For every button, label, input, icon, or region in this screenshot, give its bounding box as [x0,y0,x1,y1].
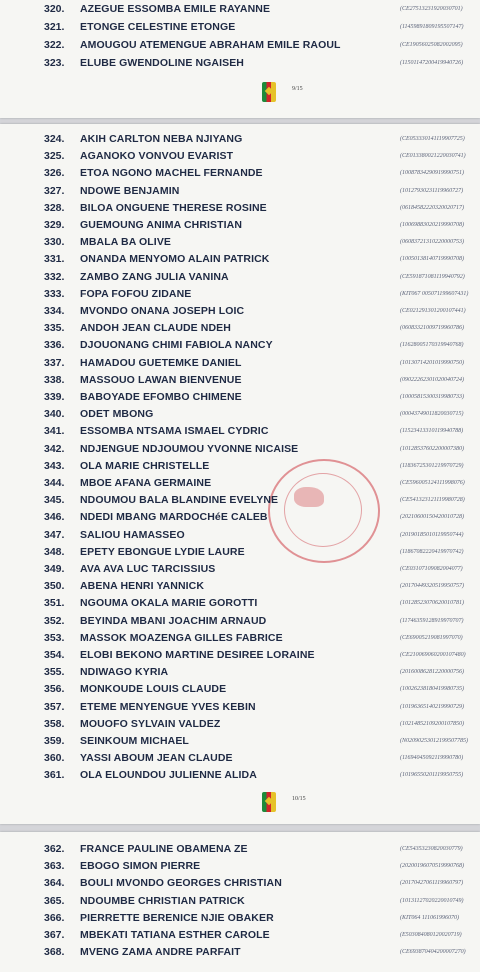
item-number: 348. [44,545,65,558]
candidate-id-code: (20200196070519990768) [400,863,464,870]
document-page-10 [0,124,480,824]
item-number: 338. [44,373,65,386]
list-item [0,665,480,680]
item-number: 325. [44,150,65,163]
candidate-name: MASSOUO LAWAN BIENVENUE [80,373,242,386]
candidate-id-code: (CE69005219081997070) [400,634,463,641]
item-number: 366. [44,911,65,924]
candidate-name: DJOUONANG CHIMI FABIOLA NANCY [80,339,273,352]
item-number: 335. [44,322,65,335]
candidate-id-code: (10130714201019990750) [400,359,464,366]
candidate-id-code: (KIT067 005071199607431) [400,290,469,297]
item-number: 367. [44,929,65,941]
candidate-id-code: (11628005170319940768) [400,342,464,349]
item-number: 342. [44,442,65,455]
list-item [0,596,480,611]
candidate-name: SALIOU HAMASSEO [80,528,185,541]
list-item [0,442,480,457]
candidate-id-code: (10196365140219990729) [400,703,464,710]
list-item [0,424,480,439]
candidate-id-code: (06083321009719960786) [400,325,464,332]
item-number: 340. [44,408,65,421]
list-item [0,528,480,543]
list-item [0,876,480,891]
candidate-name: ANDOH JEAN CLAUDE NDEH [80,322,231,335]
candidate-name: MBALA BA OLIVE [80,236,172,249]
item-number: 333. [44,287,65,300]
candidate-name: EBOGO SIMON PIERRE [80,860,201,873]
item-number: 328. [44,201,65,214]
candidate-name: PIERRETTE BERENICE NJIE OBAKER [80,911,274,924]
item-number: 321. [44,21,65,33]
candidate-id-code: (CE013380021220030741) [400,153,466,160]
candidate-name: NDOUMOU BALA BLANDINE EVELYNE [80,494,279,507]
item-number: 330. [44,236,65,249]
list-item [0,545,480,560]
list-item [0,614,480,629]
candidate-name: HAMADOU GUETEMKE DANIEL [80,356,242,369]
item-number: 337. [44,356,65,369]
document-page-11 [0,832,480,972]
item-number: 364. [44,877,65,890]
candidate-id-code: (KIT064 111061996070) [400,914,459,921]
candidate-name: ELOBI BEKONO MARTINE DESIREE LORAINE [80,649,315,661]
item-number: 350. [44,580,65,593]
list-item [0,235,480,250]
candidate-id-code: (10127930231119960727) [400,187,464,194]
item-number: 355. [44,666,65,679]
candidate-id-code: (10069883020219990708) [400,222,464,228]
list-item [0,459,480,474]
candidate-name: OLA ELOUNDOU JULIENNE ALIDA [80,769,257,782]
candidate-name: BABOYADE EFOMBO CHIMENE [80,391,242,403]
candidate-id-code: (CE596005124111998076) [400,480,465,486]
page-footer [0,80,480,106]
candidate-name: ODET MBONG [80,408,154,421]
candidate-id-code: (10128537602200007380) [400,445,464,452]
candidate-name: FRANCE PAULINE OBAMENA ZE [80,843,248,855]
list-item [0,252,480,267]
list-item [0,184,480,199]
list-item [0,911,480,926]
candidate-id-code: (06184582220320020717) [400,204,464,211]
item-number: 331. [44,253,65,266]
candidate-name: NDOWE BENJAMIN [80,184,180,197]
candidate-name: NGOUMA OKALA MARIE GOROTTI [80,597,258,610]
list-item [0,390,480,405]
candidate-id-code: (20190185010119950744) [400,531,464,538]
list-item [0,407,480,422]
candidate-id-code: (CE03107109082004077) [400,566,463,572]
candidate-id-code: (10196550201119950755) [400,772,464,779]
candidate-name: ELUBE GWENDOLINE NGAISEH [80,57,244,69]
list-item [0,894,480,909]
candidate-name: BOULI MVONDO GEORGES CHRISTIAN [80,877,282,890]
item-number: 332. [44,270,65,283]
candidate-id-code: (CE053330141119907725) [400,136,465,142]
item-number: 320. [44,3,65,15]
candidate-id-code: (CE27513231920030701) [400,6,463,12]
list-item [0,321,480,336]
item-number: 341. [44,425,65,438]
page-number: 10/15 [292,796,306,802]
candidate-name: OLA MARIE CHRISTELLE [80,459,210,472]
candidate-id-code: (CE210069060200107480) [400,652,466,658]
candidate-name: AMOUGOU ATEMENGUE ABRAHAM EMILE RAOUL [80,39,341,51]
candidate-name: BEYINDA MBANI JOACHIM ARNAUD [80,614,267,627]
list-item [0,149,480,164]
list-item [0,476,480,491]
candidate-id-code: (CE19056025082002095) [400,42,463,48]
candidate-name: NDJENGUE NDJOUMOU YVONNE NICAISE [80,442,299,455]
item-number: 339. [44,391,65,403]
item-number: 368. [44,946,65,959]
candidate-id-code: (10050138140719990708) [400,256,464,263]
candidate-name: GUEMOUNG ANIMA CHRISTIAN [80,219,243,231]
item-number: 324. [44,133,65,145]
list-item [0,700,480,715]
candidate-name: NDIWAGO KYRIA [80,666,169,679]
list-item [0,562,480,577]
item-number: 365. [44,894,65,907]
candidate-name: SEINKOUM MICHAEL [80,735,189,747]
item-number: 322. [44,39,65,51]
candidate-id-code: (CE021291301200107441) [400,308,466,314]
candidate-name: MOUOFO SYLVAIN VALDEZ [80,717,221,730]
candidate-name: YASSI ABOUM JEAN CLAUDE [80,752,233,765]
list-item [0,842,480,857]
candidate-id-code: (11459891809195507147) [400,24,464,30]
list-item [0,338,480,353]
item-number: 353. [44,631,65,644]
item-number: 361. [44,769,65,782]
list-item [0,631,480,646]
candidate-id-code: (11501147200419940726) [400,60,464,66]
list-item [0,356,480,371]
candidate-name: AZEGUE ESSOMBA EMILE RAYANNE [80,3,271,15]
list-item [0,682,480,697]
candidate-id-code: (20170427061119960797) [400,880,464,887]
candidate-name: MVONDO ONANA JOSEPH LOIC [80,305,245,317]
candidate-name: EPETY EBONGUE LYDIE LAURE [80,545,245,558]
candidate-name: ZAMBO ZANG JULIA VANINA [80,270,229,283]
cameroon-flag-seal-icon [262,792,276,812]
list-item [0,166,480,181]
document-page-9 [0,0,480,118]
item-number: 329. [44,219,65,231]
candidate-name: ONANDA MENYOMO ALAIN PATRICK [80,253,270,266]
item-number: 363. [44,860,65,873]
candidate-id-code: (10128523070620010781) [400,600,464,607]
candidate-id-code: (20160086281220000756) [400,669,464,676]
candidate-name: AKIH CARLTON NEBA NJIYANG [80,133,243,145]
candidate-id-code: (10026238180419980735) [400,686,464,693]
list-item [0,287,480,302]
candidate-id-code: (20210600150420010728) [400,514,464,521]
candidate-name: MVENG ZAMA ANDRE PARFAIT [80,946,241,959]
candidate-id-code: (CE591871081119940792) [400,273,465,280]
list-item [0,132,480,147]
candidate-name: ESSOMBA NTSAMA ISMAEL CYDRIC [80,425,269,438]
candidate-name: ABENA HENRI YANNICK [80,580,205,593]
candidate-id-code: (09022262301020040724) [400,376,464,383]
list-item [0,768,480,783]
candidate-name: BILOA ONGUENE THERESE ROSINE [80,201,267,214]
item-number: 349. [44,563,65,575]
list-item [0,859,480,874]
candidate-name: AVA AVA LUC TARCISSIUS [80,563,216,575]
item-number: 334. [44,305,65,317]
candidate-id-code: (CE54353230820030779) [400,846,463,852]
item-number: 346. [44,511,65,524]
item-number: 362. [44,843,65,855]
page-number: 9/15 [292,86,303,92]
item-number: 323. [44,57,65,69]
item-number: 345. [44,494,65,507]
list-item [0,270,480,285]
candidate-name: MBOE AFANA GERMAINE [80,477,212,489]
candidate-id-code: (00043749011820030715) [400,411,464,418]
item-number: 351. [44,597,65,610]
list-item [0,648,480,663]
candidate-name: AGANOKO VONVOU EVARIST [80,150,234,163]
list-item [0,510,480,525]
list-item [0,201,480,216]
list-item [0,734,480,749]
candidate-id-code: (11694045092119990780) [400,755,464,762]
candidate-name: FOPA FOFOU ZIDANE [80,287,192,300]
item-number: 347. [44,528,65,541]
list-item [0,218,480,233]
item-number: 356. [44,683,65,696]
candidate-name: ETOA NGONO MACHEL FERNANDE [80,167,263,180]
candidate-id-code: (11523413310119940788) [400,428,464,435]
list-item [0,579,480,594]
list-item [0,717,480,732]
list-item [0,945,480,960]
item-number: 326. [44,167,65,180]
item-number: 343. [44,459,65,472]
candidate-id-code: (CE693870404200007270) [400,949,466,956]
list-item [0,2,480,17]
candidate-name: ETONGE CELESTINE ETONGE [80,21,236,33]
item-number: 357. [44,700,65,713]
list-item [0,20,480,35]
item-number: 336. [44,339,65,352]
candidate-name: MBEKATI TATIANA ESTHER CAROLE [80,929,270,941]
list-item [0,928,480,943]
list-item [0,38,480,53]
candidate-id-code: (20170449320519950757) [400,583,464,590]
candidate-id-code: (10005815300319980733) [400,394,464,400]
list-item [0,493,480,508]
list-item [0,304,480,319]
item-number: 360. [44,752,65,765]
list-item [0,751,480,766]
item-number: 352. [44,614,65,627]
candidate-id-code: (11836725301219970729) [400,462,464,469]
candidate-id-code: (10214852109200107850) [400,720,464,727]
candidate-id-code: (11867082220419970742) [400,548,464,555]
item-number: 359. [44,735,65,747]
item-number: 354. [44,649,65,661]
candidate-id-code: (06083721310220000753) [400,239,464,246]
candidate-name: MASSOK MOAZENGA GILLES FABRICE [80,631,283,644]
candidate-name: NDOUMBE CHRISTIAN PATRICK [80,894,245,907]
candidate-id-code: (CE541323121119980728) [400,497,465,504]
item-number: 327. [44,184,65,197]
candidate-id-code: (N02090253012199507785) [400,738,468,744]
candidate-id-code: (10131127020220010749) [400,897,464,904]
page-footer [0,790,480,816]
candidate-id-code: (E503084080120020719) [400,932,462,938]
candidate-name: NDEDI MBANG MARDOCHéE CALEB [80,511,268,524]
candidate-name: MONKOUDE LOUIS CLAUDE [80,683,227,696]
cameroon-flag-seal-icon [262,82,276,102]
list-item [0,56,480,71]
item-number: 358. [44,717,65,730]
candidate-id-code: (11746359128919970707) [400,617,464,624]
candidate-id-code: (10087834290919990751) [400,170,464,177]
item-number: 344. [44,477,65,489]
candidate-name: ETEME MENYENGUE YVES KEBIN [80,700,256,713]
list-item [0,373,480,388]
